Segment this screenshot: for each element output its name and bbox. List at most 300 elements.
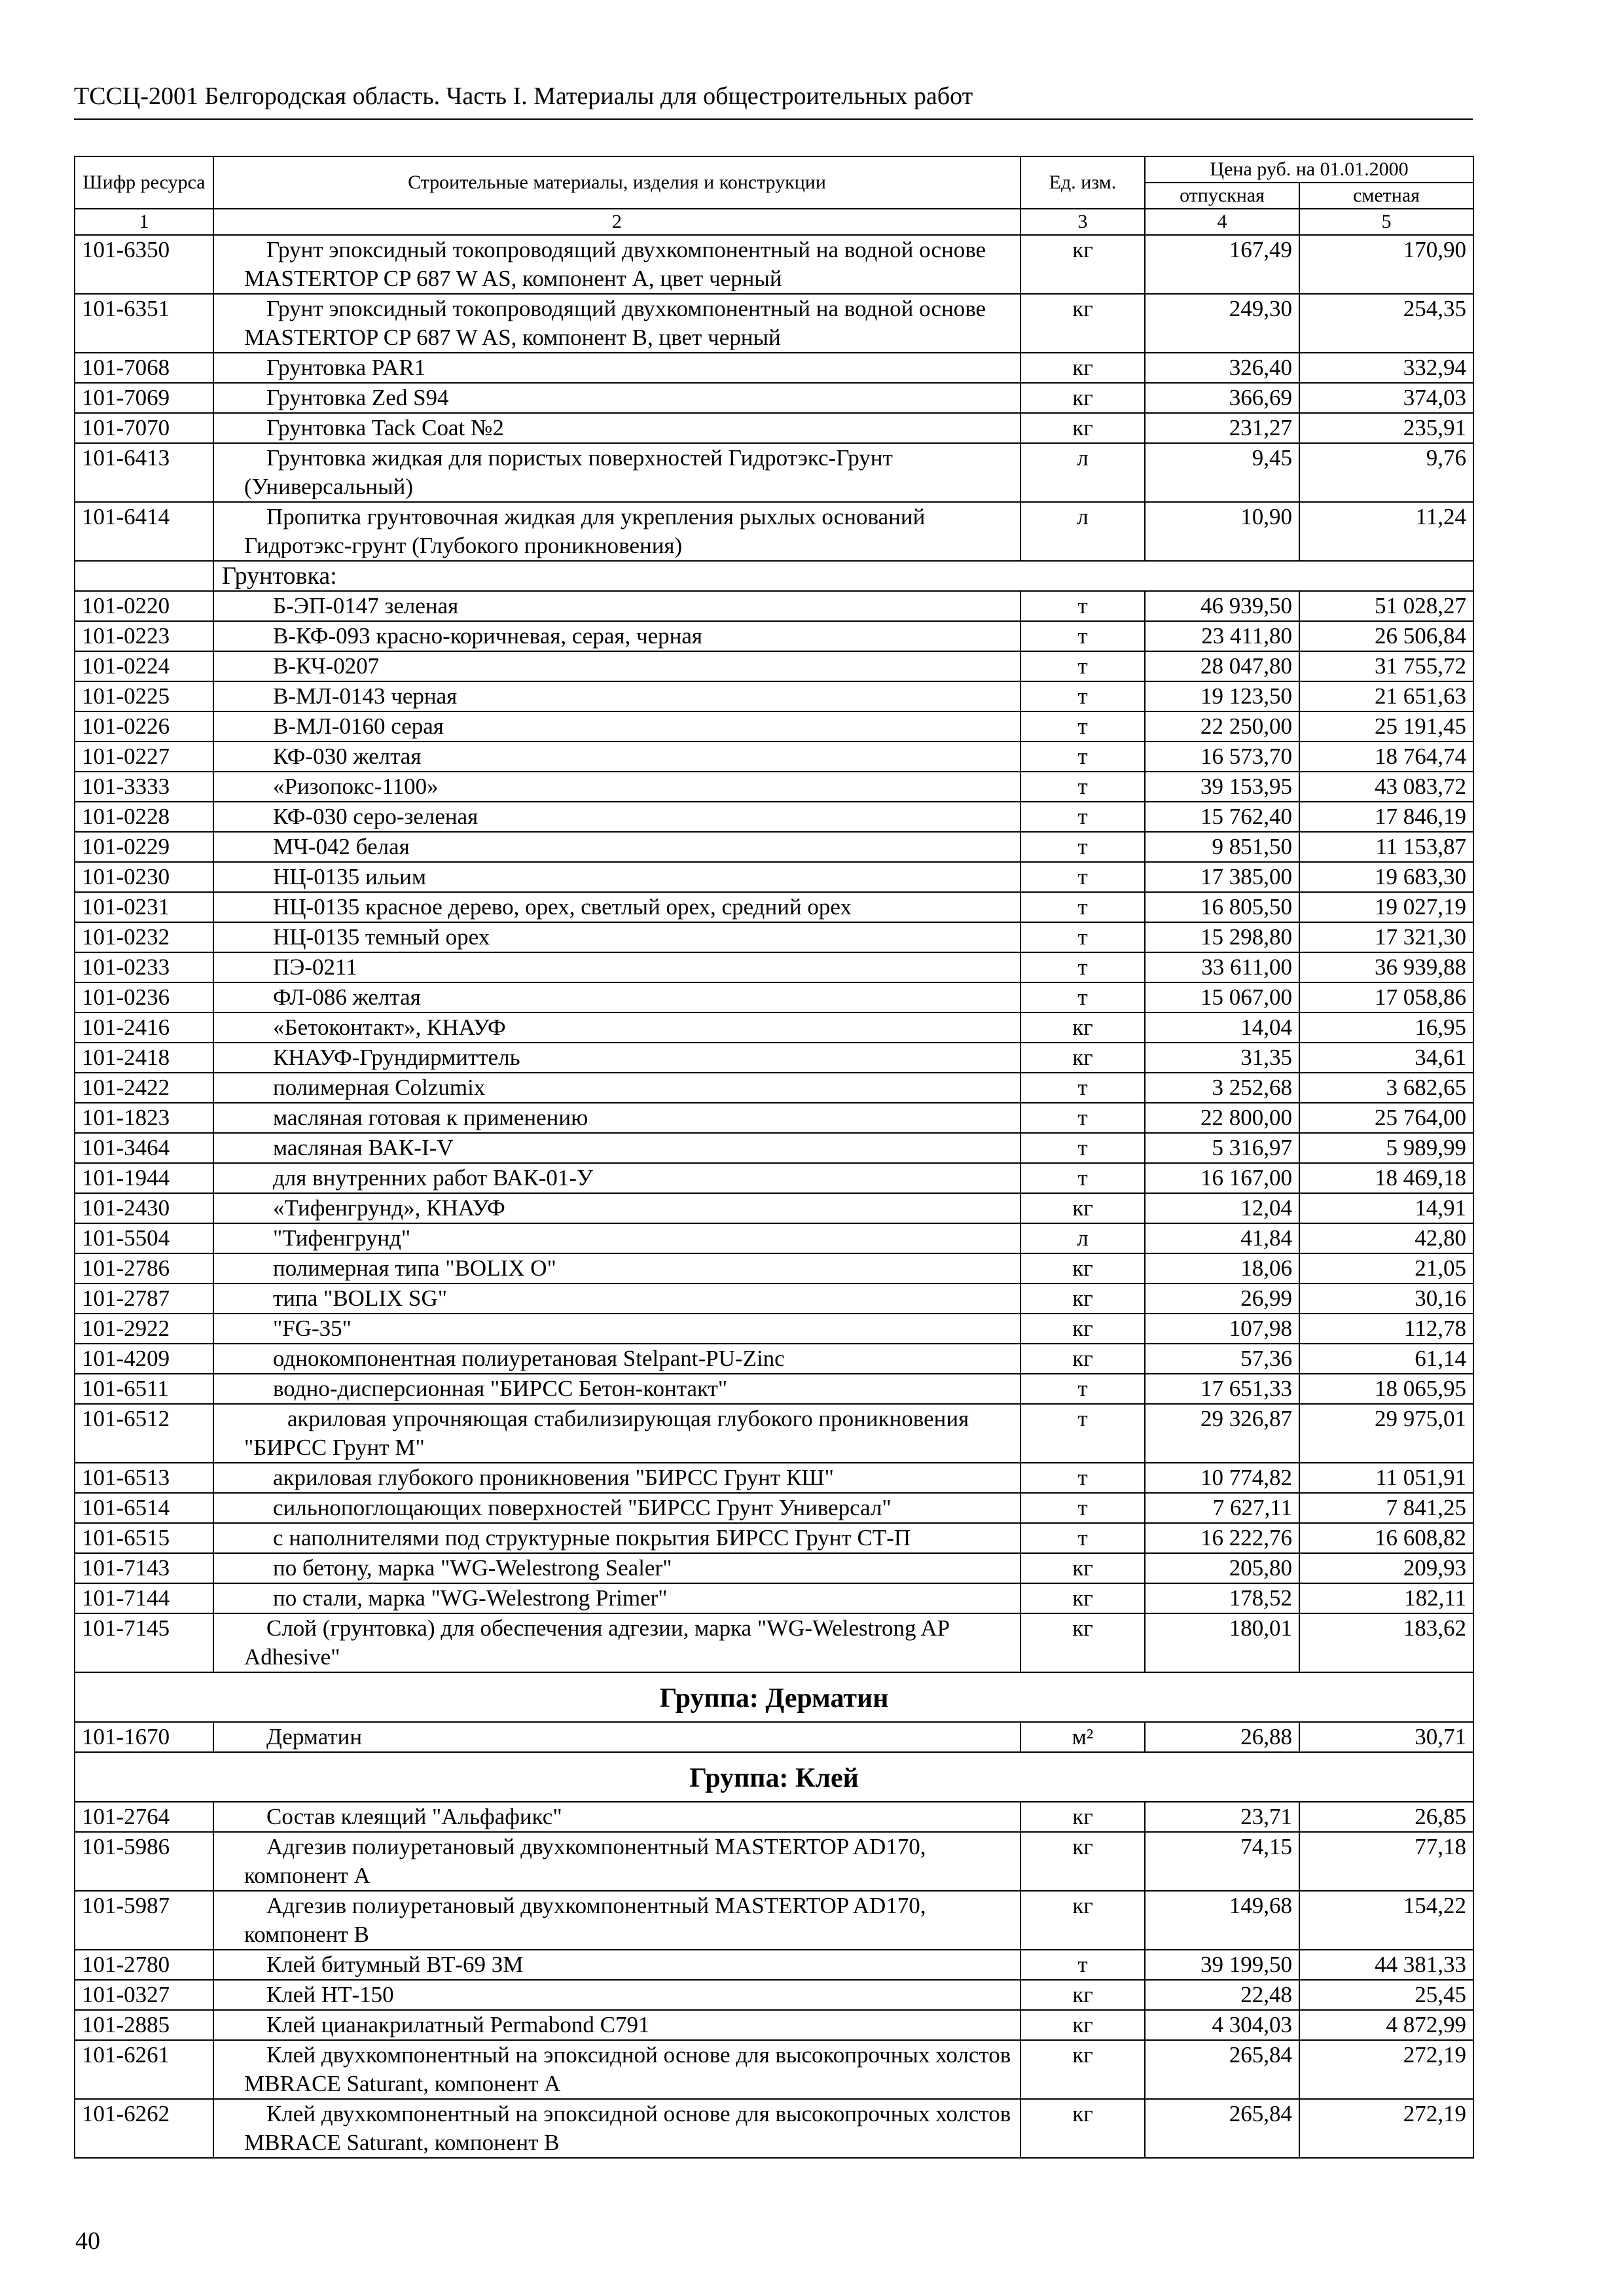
material-name: масляная ВАК-I-V [213,1133,1020,1163]
table-row [75,1553,1473,1583]
resource-code: 101-6413 [75,443,213,502]
unit-of-measure: т [1020,922,1145,952]
material-name: Дерматин [213,1722,1020,1752]
table-row [75,294,1473,353]
column-number: 5 [1299,209,1473,235]
resource-code: 101-2430 [75,1193,213,1223]
unit-of-measure: кг [1020,1253,1145,1283]
release-price: 3 252,68 [1145,1073,1299,1103]
column-header-name: Строительные материалы, изделия и конструкции [213,156,1020,209]
release-price: 366,69 [1145,383,1299,413]
release-price: 14,04 [1145,1013,1299,1043]
resource-code: 101-0224 [75,651,213,681]
table-row [75,1523,1473,1553]
column-header-unit: Ед. изм. [1020,156,1145,209]
table-row [75,1344,1473,1374]
unit-of-measure: т [1020,892,1145,922]
unit-of-measure: л [1020,443,1145,502]
resource-code: 101-2416 [75,1013,213,1043]
table-row [75,1722,1473,1752]
material-name: акриловая глубокого проникновения "БИРСС Грунт КШ" [213,1463,1020,1493]
resource-code: 101-7068 [75,353,213,383]
estimate-price: 19 683,30 [1299,862,1473,892]
table-row [75,1314,1473,1344]
resource-code: 101-0233 [75,952,213,982]
unit-of-measure: кг [1020,383,1145,413]
table-row [75,353,1473,383]
unit-of-measure: т [1020,1073,1145,1103]
release-price: 10,90 [1145,502,1299,561]
materials-price-table [74,156,1474,2159]
release-price: 9,45 [1145,443,1299,502]
estimate-price: 254,35 [1299,294,1473,353]
material-name: Слой (грунтовка) для обеспечения адгезии, марка "WG-Welestrong AP Adhesive" [213,1613,1020,1672]
table-row [75,2040,1473,2099]
estimate-price: 3 682,65 [1299,1073,1473,1103]
material-name: В-МЛ-0160 серая [213,711,1020,742]
estimate-price: 272,19 [1299,2040,1473,2099]
estimate-price: 25 764,00 [1299,1103,1473,1133]
unit-of-measure: кг [1020,1344,1145,1374]
resource-code: 101-6262 [75,2099,213,2158]
table-row [75,651,1473,681]
estimate-price: 112,78 [1299,1314,1473,1344]
unit-of-measure: кг [1020,235,1145,294]
material-name: Клей двухкомпонентный на эпоксидной основе для высокопрочных холстов MBRACE Saturant, компонент А [213,2040,1020,2099]
material-name: «Бетоконтакт», КНАУФ [213,1013,1020,1043]
table-row [75,892,1473,922]
material-name: Клей битумный ВТ-69 ЗМ [213,1950,1020,1980]
column-header-code: Шифр ресурса [75,156,213,209]
table-row [75,443,1473,502]
estimate-price: 7 841,25 [1299,1493,1473,1523]
resource-code: 101-0228 [75,802,213,832]
material-name: НЦ-0135 темный орех [213,922,1020,952]
release-price: 15 298,80 [1145,922,1299,952]
unit-of-measure: кг [1020,1013,1145,1043]
resource-code: 101-6514 [75,1493,213,1523]
release-price: 149,68 [1145,1891,1299,1950]
estimate-price: 21,05 [1299,1253,1473,1283]
resource-code: 101-0229 [75,832,213,862]
estimate-price: 16 608,82 [1299,1523,1473,1553]
unit-of-measure: т [1020,681,1145,711]
table-row [75,1891,1473,1950]
release-price: 74,15 [1145,1832,1299,1891]
release-price: 16 167,00 [1145,1163,1299,1193]
column-number: 1 [75,209,213,235]
unit-of-measure: т [1020,1133,1145,1163]
unit-of-measure: т [1020,1374,1145,1404]
group-heading: Группа: Дерматин [75,1672,1473,1722]
material-name: НЦ-0135 ильим [213,862,1020,892]
estimate-price: 77,18 [1299,1832,1473,1891]
material-name: В-КФ-093 красно-коричневая, серая, черная [213,621,1020,651]
column-header-price-group: Цена руб. на 01.01.2000 [1145,156,1473,183]
unit-of-measure: кг [1020,1980,1145,2010]
table-row [75,802,1473,832]
resource-code: 101-6350 [75,235,213,294]
table-row [75,1583,1473,1613]
resource-code: 101-5986 [75,1832,213,1891]
table-row [75,2099,1473,2158]
unit-of-measure: кг [1020,1553,1145,1583]
release-price: 231,27 [1145,413,1299,443]
release-price: 5 316,97 [1145,1133,1299,1163]
resource-code: 101-2787 [75,1283,213,1314]
material-name: МЧ-042 белая [213,832,1020,862]
estimate-price: 209,93 [1299,1553,1473,1583]
table-row [75,772,1473,802]
estimate-price: 5 989,99 [1299,1133,1473,1163]
release-price: 29 326,87 [1145,1404,1299,1463]
material-name: ПЭ-0211 [213,952,1020,982]
table-row [75,982,1473,1013]
table-row [75,832,1473,862]
table-body [75,235,1473,2158]
table-row [75,1043,1473,1073]
estimate-price: 154,22 [1299,1891,1473,1950]
material-name: по бетону, марка "WG-Welestrong Sealer" [213,1553,1020,1583]
material-name: «Ризопокс-1100» [213,772,1020,802]
release-price: 17 651,33 [1145,1374,1299,1404]
estimate-price: 30,71 [1299,1722,1473,1752]
release-price: 167,49 [1145,235,1299,294]
material-name: КНАУФ-Грундирмиттель [213,1043,1020,1073]
table-row [75,952,1473,982]
release-price: 180,01 [1145,1613,1299,1672]
unit-of-measure: т [1020,1103,1145,1133]
unit-of-measure: т [1020,711,1145,742]
estimate-price: 11 051,91 [1299,1463,1473,1493]
material-name: Б-ЭП-0147 зеленая [213,591,1020,621]
unit-of-measure: кг [1020,1802,1145,1832]
material-name: Грунтовка жидкая для пористых поверхностей Гидротэкс-Грунт (Универсальный) [213,443,1020,502]
material-name: «Тифенгрунд», КНАУФ [213,1193,1020,1223]
unit-of-measure: кг [1020,1283,1145,1314]
estimate-price: 272,19 [1299,2099,1473,2158]
unit-of-measure: кг [1020,2010,1145,2040]
release-price: 249,30 [1145,294,1299,353]
resource-code: 101-2418 [75,1043,213,1073]
table-row [75,1103,1473,1133]
material-name: Грунтовка Zed S94 [213,383,1020,413]
release-price: 28 047,80 [1145,651,1299,681]
table-row [75,621,1473,651]
material-name: с наполнителями под структурные покрытия БИРСС Грунт СТ-П [213,1523,1020,1553]
page-number: 40 [75,2227,100,2255]
estimate-price: 26,85 [1299,1802,1473,1832]
table-row [75,711,1473,742]
table-row [75,1404,1473,1463]
table-row [75,742,1473,772]
estimate-price: 4 872,99 [1299,2010,1473,2040]
release-price: 41,84 [1145,1223,1299,1253]
material-name: Адгезив полиуретановый двухкомпонентный MASTERTOP AD170, компонент В [213,1891,1020,1950]
material-name: масляная готовая к применению [213,1103,1020,1133]
resource-code: 101-0230 [75,862,213,892]
release-price: 326,40 [1145,353,1299,383]
unit-of-measure: т [1020,1404,1145,1463]
release-price: 15 067,00 [1145,982,1299,1013]
unit-of-measure: т [1020,1950,1145,1980]
material-name: Грунтовка Tack Coat №2 [213,413,1020,443]
unit-of-measure: т [1020,832,1145,862]
estimate-price: 14,91 [1299,1193,1473,1223]
release-price: 22,48 [1145,1980,1299,2010]
table-row [75,922,1473,952]
resource-code: 101-7144 [75,1583,213,1613]
table-row [75,413,1473,443]
release-price: 39 199,50 [1145,1950,1299,1980]
column-number: 3 [1020,209,1145,235]
resource-code: 101-0231 [75,892,213,922]
unit-of-measure: кг [1020,1314,1145,1344]
table-row [75,1802,1473,1832]
resource-code: 101-0220 [75,591,213,621]
unit-of-measure: т [1020,802,1145,832]
estimate-price: 183,62 [1299,1613,1473,1672]
estimate-price: 374,03 [1299,383,1473,413]
empty-code-cell [75,561,213,591]
table-row [75,1223,1473,1253]
material-name: сильнопоглощающих поверхностей "БИРСС Грунт Универсал" [213,1493,1020,1523]
estimate-price: 18 469,18 [1299,1163,1473,1193]
resource-code: 101-4209 [75,1344,213,1374]
resource-code: 101-0225 [75,681,213,711]
resource-code: 101-6351 [75,294,213,353]
resource-code: 101-1944 [75,1163,213,1193]
release-price: 16 573,70 [1145,742,1299,772]
resource-code: 101-1670 [75,1722,213,1752]
material-name: Адгезив полиуретановый двухкомпонентный MASTERTOP AD170, компонент А [213,1832,1020,1891]
unit-of-measure: т [1020,772,1145,802]
resource-code: 101-0232 [75,922,213,952]
release-price: 22 250,00 [1145,711,1299,742]
estimate-price: 11 153,87 [1299,832,1473,862]
estimate-price: 332,94 [1299,353,1473,383]
table-row [75,1193,1473,1223]
unit-of-measure: м² [1020,1722,1145,1752]
release-price: 265,84 [1145,2040,1299,2099]
table-row [75,1950,1473,1980]
release-price: 107,98 [1145,1314,1299,1344]
resource-code: 101-0327 [75,1980,213,2010]
material-name: акриловая упрочняющая стабилизирующая глубокого проникновения "БИРСС Грунт М" [213,1404,1020,1463]
table-row [75,1980,1473,2010]
release-price: 39 153,95 [1145,772,1299,802]
resource-code: 101-3333 [75,772,213,802]
estimate-price: 61,14 [1299,1344,1473,1374]
unit-of-measure: т [1020,1163,1145,1193]
unit-of-measure: т [1020,1493,1145,1523]
material-name: Клей двухкомпонентный на эпоксидной основе для высокопрочных холстов MBRACE Saturant, компонент В [213,2099,1020,2158]
column-number: 2 [213,209,1020,235]
table-row [75,1133,1473,1163]
release-price: 18,06 [1145,1253,1299,1283]
estimate-price: 29 975,01 [1299,1404,1473,1463]
unit-of-measure: т [1020,1523,1145,1553]
resource-code: 101-6261 [75,2040,213,2099]
release-price: 23 411,80 [1145,621,1299,651]
resource-code: 101-3464 [75,1133,213,1163]
estimate-price: 30,16 [1299,1283,1473,1314]
unit-of-measure: т [1020,621,1145,651]
table-row [75,681,1473,711]
unit-of-measure: т [1020,1463,1145,1493]
release-price: 205,80 [1145,1553,1299,1583]
unit-of-measure: т [1020,952,1145,982]
unit-of-measure: т [1020,862,1145,892]
release-price: 26,88 [1145,1722,1299,1752]
subheading-label: Грунтовка: [213,561,1473,591]
material-name: Грунт эпоксидный токопроводящий двухкомпонентный на водной основе MASTERTOP CP 687 W AS, компонент А, цвет черный [213,235,1020,294]
resource-code: 101-2764 [75,1802,213,1832]
unit-of-measure: кг [1020,1832,1145,1891]
resource-code: 101-2885 [75,2010,213,2040]
unit-of-measure: кг [1020,353,1145,383]
table-row [75,1283,1473,1314]
release-price: 178,52 [1145,1583,1299,1613]
unit-of-measure: кг [1020,2099,1145,2158]
release-price: 265,84 [1145,2099,1299,2158]
unit-of-measure: т [1020,651,1145,681]
material-name: для внутренних работ ВАК-01-У [213,1163,1020,1193]
table-row [75,235,1473,294]
estimate-price: 16,95 [1299,1013,1473,1043]
material-name: полимерная Colzumix [213,1073,1020,1103]
table-row [75,591,1473,621]
material-name: Грунтовка PAR1 [213,353,1020,383]
resource-code: 101-1823 [75,1103,213,1133]
release-price: 22 800,00 [1145,1103,1299,1133]
resource-code: 101-5504 [75,1223,213,1253]
estimate-price: 182,11 [1299,1583,1473,1613]
resource-code: 101-2780 [75,1950,213,1980]
release-price: 26,99 [1145,1283,1299,1314]
resource-code: 101-7145 [75,1613,213,1672]
material-name: ФЛ-086 желтая [213,982,1020,1013]
estimate-price: 17 846,19 [1299,802,1473,832]
estimate-price: 25,45 [1299,1980,1473,2010]
release-price: 12,04 [1145,1193,1299,1223]
resource-code: 101-7070 [75,413,213,443]
material-name: Состав клеящий "Альфафикс" [213,1802,1020,1832]
unit-of-measure: т [1020,982,1145,1013]
unit-of-measure: кг [1020,1891,1145,1950]
release-price: 23,71 [1145,1802,1299,1832]
table-row [75,2010,1473,2040]
material-name: по стали, марка "WG-Welestrong Primer" [213,1583,1020,1613]
unit-of-measure: кг [1020,413,1145,443]
material-name: "Тифенгрунд" [213,1223,1020,1253]
group-heading-row [75,1672,1473,1722]
release-price: 57,36 [1145,1344,1299,1374]
group-heading-row [75,1752,1473,1802]
estimate-price: 36 939,88 [1299,952,1473,982]
resource-code: 101-2922 [75,1314,213,1344]
release-price: 15 762,40 [1145,802,1299,832]
release-price: 19 123,50 [1145,681,1299,711]
table-row [75,1073,1473,1103]
material-name: Клей НТ-150 [213,1980,1020,2010]
estimate-price: 25 191,45 [1299,711,1473,742]
material-name: полимерная типа "BOLIX O" [213,1253,1020,1283]
material-name: Пропитка грунтовочная жидкая для укрепления рыхлых оснований Гидротэкс-грунт (Глубокого проникновения) [213,502,1020,561]
unit-of-measure: кг [1020,1613,1145,1672]
release-price: 46 939,50 [1145,591,1299,621]
unit-of-measure: кг [1020,1043,1145,1073]
release-price: 33 611,00 [1145,952,1299,982]
resource-code: 101-0223 [75,621,213,651]
estimate-price: 42,80 [1299,1223,1473,1253]
estimate-price: 44 381,33 [1299,1950,1473,1980]
estimate-price: 26 506,84 [1299,621,1473,651]
material-name: Клей цианакрилатный Permabond С791 [213,2010,1020,2040]
release-price: 7 627,11 [1145,1493,1299,1523]
resource-code: 101-5987 [75,1891,213,1950]
material-name: Грунт эпоксидный токопроводящий двухкомпонентный на водной основе MASTERTOP CP 687 W AS, компонент В, цвет черный [213,294,1020,353]
table-row [75,383,1473,413]
document-title: ТССЦ-2001 Белгородская область. Часть I. Материалы для общестроительных работ [74,82,973,110]
column-number: 4 [1145,209,1299,235]
release-price: 16 805,50 [1145,892,1299,922]
group-heading: Группа: Клей [75,1752,1473,1802]
release-price: 10 774,82 [1145,1463,1299,1493]
estimate-price: 17 058,86 [1299,982,1473,1013]
table-row [75,502,1473,561]
table-row [75,1374,1473,1404]
table-row [75,1163,1473,1193]
resource-code: 101-6511 [75,1374,213,1404]
material-name: В-МЛ-0143 черная [213,681,1020,711]
column-header-release-price: отпускная [1145,183,1299,209]
material-name: НЦ-0135 красное дерево, орех, светлый орех, средний орех [213,892,1020,922]
estimate-price: 170,90 [1299,235,1473,294]
release-price: 17 385,00 [1145,862,1299,892]
estimate-price: 51 028,27 [1299,591,1473,621]
material-name: "FG-35" [213,1314,1020,1344]
estimate-price: 9,76 [1299,443,1473,502]
resource-code: 101-0226 [75,711,213,742]
resource-code: 101-2422 [75,1073,213,1103]
unit-of-measure: т [1020,742,1145,772]
estimate-price: 11,24 [1299,502,1473,561]
unit-of-measure: т [1020,591,1145,621]
column-header-estimate-price: сметная [1299,183,1473,209]
resource-code: 101-6414 [75,502,213,561]
estimate-price: 18 065,95 [1299,1374,1473,1404]
resource-code: 101-0236 [75,982,213,1013]
unit-of-measure: кг [1020,1193,1145,1223]
table-row [75,1832,1473,1891]
table-row [75,862,1473,892]
material-name: однокомпонентная полиуретановая Stelpant-PU-Zinc [213,1344,1020,1374]
table-row [75,1013,1473,1043]
resource-code: 101-6513 [75,1463,213,1493]
estimate-price: 21 651,63 [1299,681,1473,711]
resource-code: 101-6512 [75,1404,213,1463]
resource-code: 101-0227 [75,742,213,772]
estimate-price: 19 027,19 [1299,892,1473,922]
estimate-price: 235,91 [1299,413,1473,443]
estimate-price: 31 755,72 [1299,651,1473,681]
release-price: 9 851,50 [1145,832,1299,862]
table-row [75,1493,1473,1523]
table-row [75,1253,1473,1283]
material-name: В-КЧ-0207 [213,651,1020,681]
unit-of-measure: кг [1020,2040,1145,2099]
